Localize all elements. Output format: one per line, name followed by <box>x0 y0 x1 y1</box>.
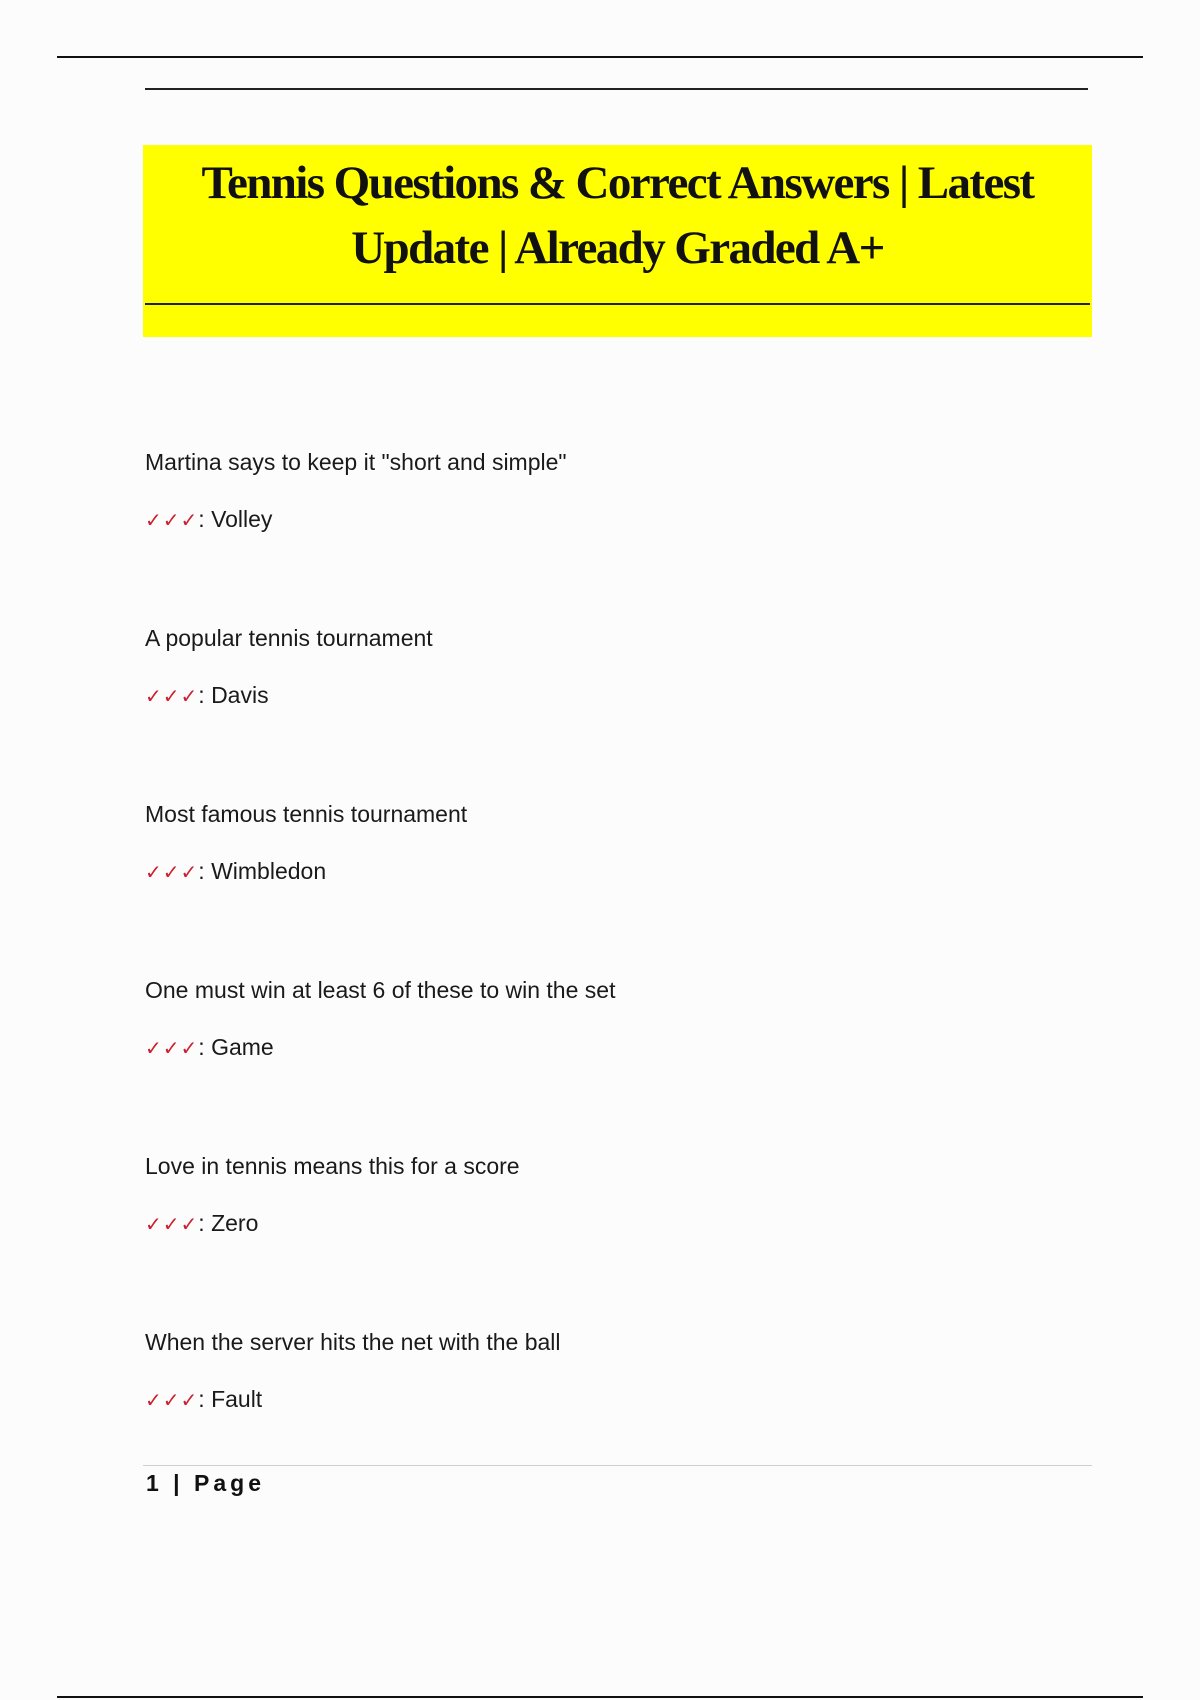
title-banner <box>143 145 1092 337</box>
checkmark-icon: ✓✓✓ <box>145 860 199 884</box>
qa-item <box>145 797 1085 973</box>
answer-text: Game <box>211 1034 274 1060</box>
answer-text: Volley <box>211 506 273 532</box>
page-top-rule <box>57 56 1143 58</box>
answer-separator: : <box>198 506 212 532</box>
question-text: When the server hits the net with the ball <box>145 1329 561 1355</box>
qa-list <box>145 445 1085 1501</box>
answer-line <box>145 1206 258 1241</box>
answer-separator: : <box>198 1210 212 1236</box>
qa-item <box>145 1149 1085 1325</box>
title-line-1: Tennis Questions & Correct Answers | Latest <box>201 157 1034 209</box>
qa-item <box>145 621 1085 797</box>
header-rule <box>145 88 1088 90</box>
qa-item <box>145 1325 1085 1501</box>
answer-line <box>145 502 272 537</box>
answer-separator: : <box>198 1034 212 1060</box>
answer-separator: : <box>198 682 212 708</box>
title-line-2: Update | Already Graded A+ <box>351 222 884 274</box>
footer-rule <box>143 1465 1092 1466</box>
checkmark-icon: ✓✓✓ <box>145 508 199 532</box>
document-title <box>143 145 1092 281</box>
title-underline <box>145 303 1090 305</box>
question-text: Martina says to keep it "short and simple" <box>145 449 567 475</box>
answer-text: Wimbledon <box>211 858 327 884</box>
answer-line <box>145 1382 262 1417</box>
page-bottom-rule <box>57 1696 1143 1698</box>
answer-line <box>145 678 269 713</box>
answer-line <box>145 1030 274 1065</box>
page-number: 1 | Page <box>146 1470 265 1496</box>
question-text: Love in tennis means this for a score <box>145 1153 520 1179</box>
qa-item <box>145 973 1085 1149</box>
answer-separator: : <box>198 1386 212 1412</box>
question-text: A popular tennis tournament <box>145 625 433 651</box>
checkmark-icon: ✓✓✓ <box>145 1212 199 1236</box>
answer-text: Fault <box>211 1386 263 1412</box>
qa-item <box>145 445 1085 621</box>
answer-separator: : <box>198 858 212 884</box>
answer-text: Davis <box>211 682 269 708</box>
answer-line <box>145 854 326 889</box>
checkmark-icon: ✓✓✓ <box>145 1388 199 1412</box>
question-text: Most famous tennis tournament <box>145 801 468 827</box>
answer-text: Zero <box>211 1210 259 1236</box>
checkmark-icon: ✓✓✓ <box>145 1036 199 1060</box>
checkmark-icon: ✓✓✓ <box>145 684 199 708</box>
question-text: One must win at least 6 of these to win the set <box>145 977 616 1003</box>
